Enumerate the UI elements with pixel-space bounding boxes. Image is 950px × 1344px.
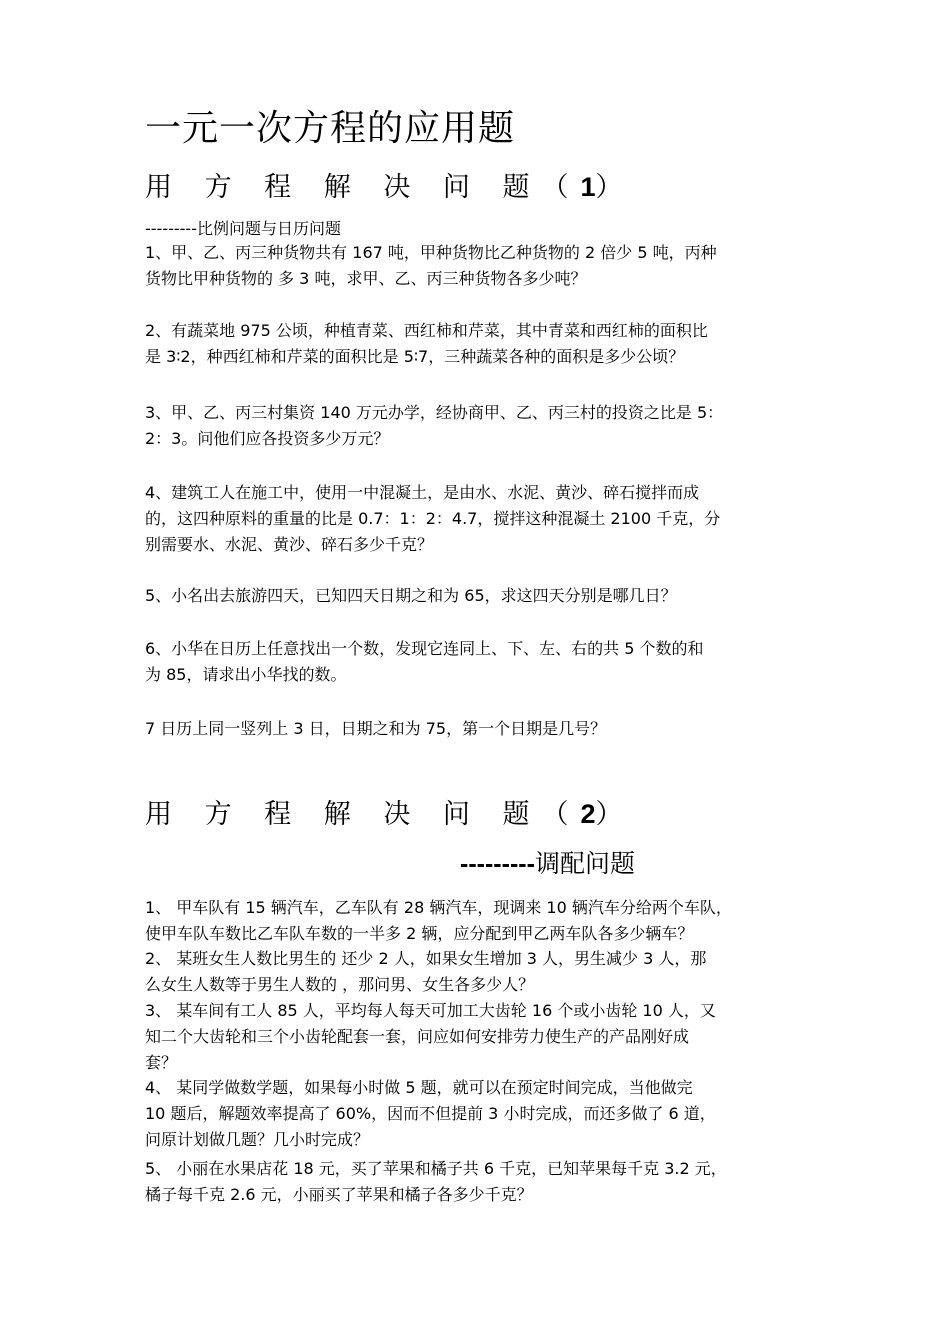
section2-subtitle: [460, 844, 635, 880]
question-line: 1、甲、乙、丙三种货物共有 167 吨，甲种货物比乙种货物的 2 倍少 5 吨，丙种: [145, 243, 717, 262]
section1-question-2: [145, 318, 810, 370]
section1-title-close: ）: [595, 172, 635, 203]
section2-subtitle-dashes: ---------: [460, 850, 535, 878]
question-line: 5、小名出去旅游四天，已知四天日期之和为 65，求这四天分别是哪几日？: [145, 586, 677, 605]
question-line: 2、有蔬菜地 975 公顷，种植青菜、西红柿和芹菜，其中青菜和西红柿的面积比: [145, 321, 708, 340]
section1-question-1: [145, 240, 810, 292]
question-line: 1、 甲车队有 15 辆汽车，乙车队有 28 辆汽车，现调来 10 辆汽车分给两个车队，: [145, 898, 732, 917]
question-line: 2、 某班女生人数比男生的 还少 2 人，如果女生增加 3 人，男生减少 3 人，那: [145, 949, 707, 968]
section2-question-5: [145, 1156, 810, 1208]
section1-question-6: [145, 636, 810, 688]
section1-subtitle: ---------比例问题与日历问题: [145, 219, 341, 238]
section2-question-1: [145, 895, 810, 947]
section2-title: [145, 792, 635, 831]
question-line: 别需要水、水泥、黄沙、碎石多少千克？: [145, 535, 434, 554]
section1-question-5: [145, 583, 810, 609]
question-line: 为 85，请求出小华找的数。: [145, 665, 347, 684]
question-line: 4、 某同学做数学题，如果每小时做 5 题，就可以在预定时间完成，当他做完: [145, 1078, 693, 1097]
question-line: 的，这四种原料的重量的比是 0.7：1：2：4.7，搅拌这种混凝土 2100 千克，分: [145, 509, 721, 528]
section2-title-num: 2: [580, 799, 596, 829]
question-line: 问原计划做几题？几小时完成？: [145, 1130, 370, 1149]
section2-subtitle-text: 调配问题: [534, 849, 635, 878]
section1-question-4: [145, 480, 810, 558]
question-line: 5、 小丽在水果店花 18 元，买了苹果和橘子共 6 千克，已知苹果每千克 3.2 元，: [145, 1159, 727, 1178]
section2-question-3: [145, 998, 810, 1076]
question-line: 2：3。问他们应各投资多少万元？: [145, 429, 390, 448]
document-title: 一元一次方程的应用题: [145, 108, 516, 149]
question-line: 10 题后，解题效率提高了 60%，因而不但提前 3 小时完成，而还多做了 6 道，: [145, 1104, 716, 1123]
section1-title-text: 用 方 程 解 决 问 题（: [145, 172, 581, 203]
section1-title: [145, 165, 635, 204]
question-line: 是 3∶2，种西红柿和芹菜的面积比是 5∶7，三种蔬菜各种的面积是多少公顷？: [145, 347, 685, 366]
question-line: 知二个大齿轮和三个小齿轮配套一套，问应如何安排劳力使生产的产品刚好成: [145, 1027, 690, 1046]
question-line: 6、小华在日历上任意找出一个数，发现它连同上、下、左、右的共 5 个数的和: [145, 639, 704, 658]
question-line: 橘子每千克 2.6 元，小丽买了苹果和橘子各多少千克？: [145, 1185, 533, 1204]
question-line: 套？: [145, 1053, 178, 1072]
question-line: 货物比甲种货物的 多 3 吨，求甲、乙、丙三种货物各多少吨？: [145, 269, 587, 288]
question-line: 3、 某车间有工人 85 人，平均每人每天可加工大齿轮 16 个或小齿轮 10 人，又: [145, 1001, 716, 1020]
section2-title-close: ）: [595, 799, 635, 830]
question-line: 7 日历上同一竖列上 3 日，日期之和为 75，第一个日期是几号？: [145, 719, 607, 738]
section2-question-4: [145, 1075, 810, 1153]
section1-question-3: [145, 400, 810, 452]
section1-question-7: [145, 716, 810, 742]
section2-title-text: 用 方 程 解 决 问 题（: [145, 799, 581, 830]
section2-question-2: [145, 946, 810, 998]
question-line: 3、甲、乙、丙三村集资 140 万元办学，经协商甲、乙、丙三村的投资之比是 5：: [145, 403, 724, 422]
question-line: 么女生人数等于男生人数的 ，那问男、女生各多少人？: [145, 975, 535, 994]
section1-title-num: 1: [580, 172, 596, 202]
question-line: 4、建筑工人在施工中，使用一中混凝土，是由水、水泥、黄沙、碎石搅拌而成: [145, 483, 700, 502]
question-line: 使甲车队车数比乙车队车数的一半多 2 辆，应分配到甲乙两车队各多少辆车？: [145, 924, 694, 943]
